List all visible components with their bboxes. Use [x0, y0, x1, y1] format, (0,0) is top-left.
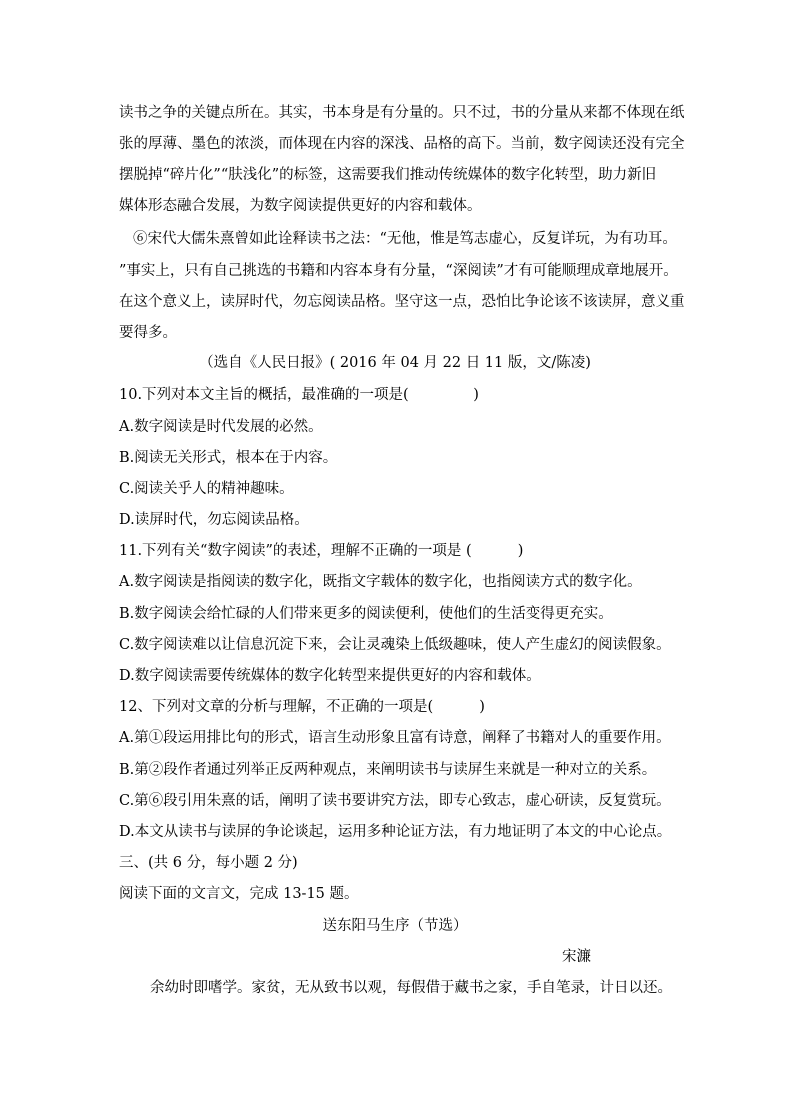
- source-citation: （选自《人民日报》( 2016 年 04 月 22 日 11 版，文/陈凌): [199, 355, 591, 371]
- paragraph-5-line-3: 摆脱掉“碎片化”“肤浅化”的标签，这需要我们推动传统媒体的数字化转型，助力新旧: [119, 167, 657, 183]
- paragraph-6-line-2: ”事实上，只有自己挑选的书籍和内容本身有分量，“深阅读”才有可能顺理成章地展开。: [119, 263, 678, 279]
- question-10-stem: 10.下列对本文主旨的概括，最准确的一项是( ): [119, 387, 479, 403]
- paragraph-6-line-1: ⑥宋代大儒朱熹曾如此诠释读书之法：“无他，惟是笃志虚心，反复详玩，为有功耳。: [133, 231, 677, 247]
- section-3-instruction: 阅读下面的文言文，完成 13-15 题。: [119, 886, 359, 902]
- question-12-stem: 12、下列对文章的分析与理解，不正确的一项是( ): [119, 699, 485, 715]
- classical-text-author: 宋濂: [562, 949, 591, 965]
- question-11-option-b: B.数字阅读会给忙碌的人们带来更多的阅读便利，使他们的生活变得更充实。: [119, 606, 613, 622]
- paragraph-5-line-2: 张的厚薄、墨色的浓淡，而体现在内容的深浅、品格的高下。当前，数字阅读还没有完全: [119, 136, 685, 152]
- paragraph-5-line-4: 媒体形态融合发展，为数字阅读提供更好的内容和载体。: [119, 198, 482, 214]
- paragraph-6-line-4: 要得多。: [119, 325, 177, 341]
- classical-text-title: 送东阳马生序（节选）: [322, 918, 468, 934]
- question-11-option-c: C.数字阅读难以让信息沉淀下来，会让灵魂染上低级趣味，使人产生虚幻的阅读假象。: [119, 637, 671, 653]
- question-12-option-d: D.本文从读书与读屏的争论谈起，运用多种论证方法，有力地证明了本文的中心论点。: [119, 824, 672, 840]
- question-11-option-d: D.数字阅读需要传统媒体的数字化转型来提供更好的内容和载体。: [119, 668, 541, 684]
- question-10-option-a: A.数字阅读是时代发展的必然。: [119, 419, 323, 435]
- question-10-option-d: D.读屏时代，勿忘阅读品格。: [119, 512, 309, 528]
- paragraph-5-line-1: 读书之争的关键点所在。其实，书本身是有分量的。只不过，书的分量从来都不体现在纸: [119, 105, 685, 121]
- section-3-heading: 三、(共 6 分，每小题 2 分): [119, 855, 298, 871]
- classical-text-line-1: 余幼时即嗜学。家贫，无从致书以观，每假借于藏书之家，手自笔录，计日以还。: [150, 980, 672, 996]
- question-10-option-c: C.阅读关乎人的精神趣味。: [119, 481, 294, 497]
- question-11-option-a: A.数字阅读是指阅读的数字化，既指文字载体的数字化，也指阅读方式的数字化。: [119, 574, 642, 590]
- question-11-stem: 11.下列有关“数字阅读”的表述，理解不正确的一项是 ( ): [119, 543, 524, 559]
- question-12-option-c: C.第⑥段引用朱熹的话，阐明了读书要讲究方法，即专心致志，虚心研读，反复赏玩。: [119, 793, 671, 809]
- question-12-option-b: B.第②段作者通过列举正反两种观点，来阐明读书与读屏生来就是一种对立的关系。: [119, 762, 657, 778]
- question-12-option-a: A.第①段运用排比句的形式，语言生动形象且富有诗意，阐释了书籍对人的重要作用。: [119, 730, 671, 746]
- paragraph-6-line-3: 在这个意义上，读屏时代，勿忘阅读品格。坚守这一点，恐怕比争论该不该读屏，意义重: [119, 294, 685, 310]
- question-10-option-b: B.阅读无关形式，根本在于内容。: [119, 450, 338, 466]
